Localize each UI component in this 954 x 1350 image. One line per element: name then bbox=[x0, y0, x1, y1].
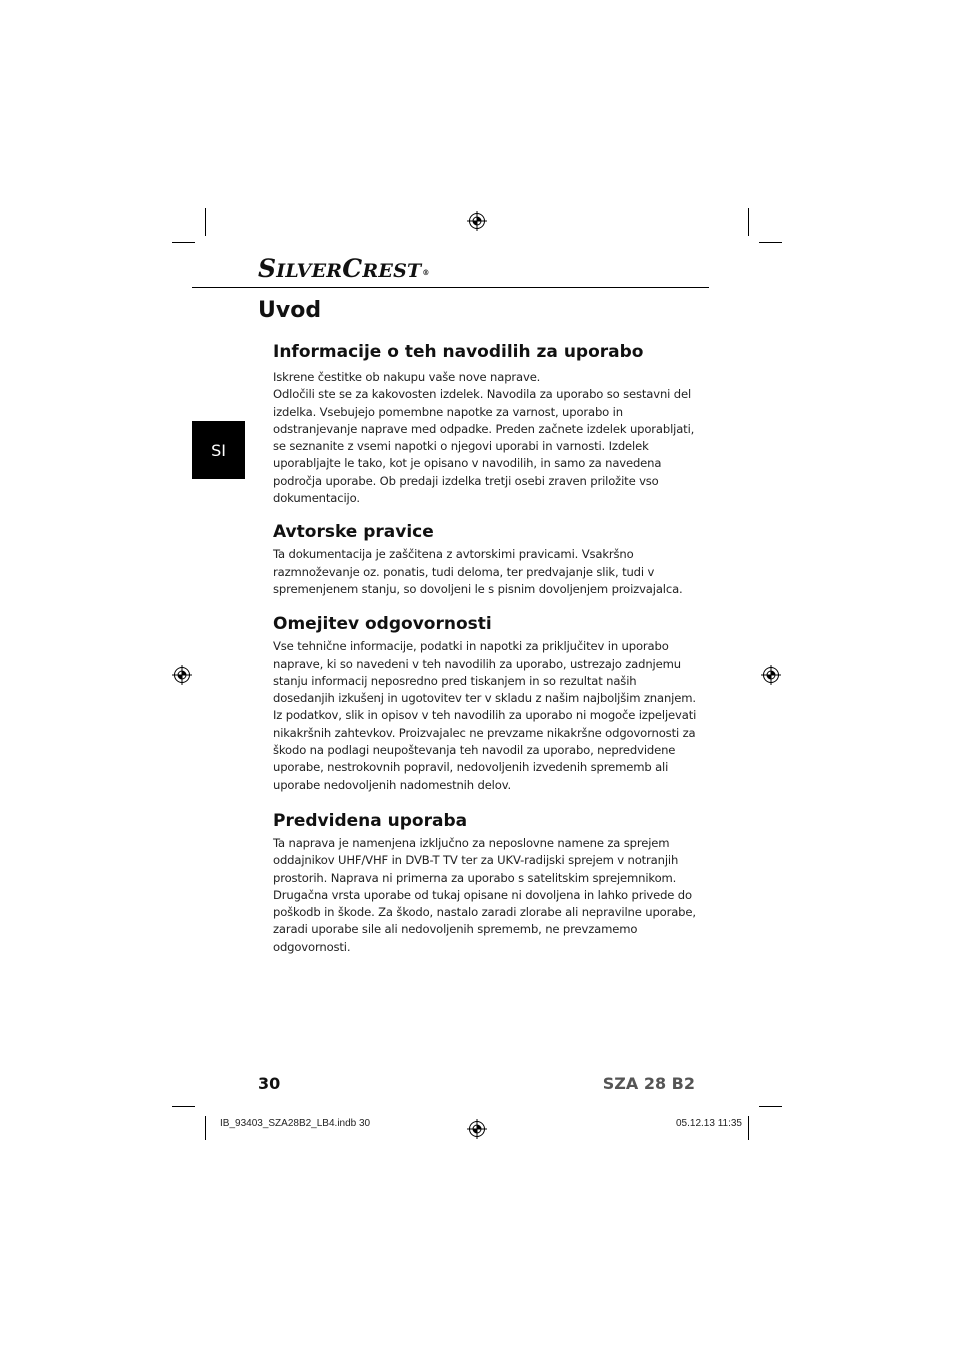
section-manual-info bbox=[273, 340, 698, 507]
crop-mark bbox=[759, 242, 782, 243]
section-heading: Informacije o teh navodilih za uporabo bbox=[273, 342, 644, 362]
paragraph: Iskrene čestitke ob nakupu vaše nove naprave. bbox=[273, 370, 541, 384]
crop-mark bbox=[172, 1106, 195, 1107]
paragraph: Ta naprava je namenjena izključno za neposlovne namene za sprejem oddajnikov UHF/VHF in DVB-T TV ter za UKV-radijski sprejem v notranjih prostorih. Naprava ni primerna za uporabo s satelitskim sprejemnikom. Drugačna vrsta uporabe od tukaj opisane ni dovoljena in lahko privede do poškodb in škode. Za škodo, nastalo zaradi zlorabe ali nepravilne uporabe, zaradi uporabe sile ali nedovoljenih sprememb, ne prevzamemo odgovornosti. bbox=[273, 835, 696, 954]
registration-mark-icon bbox=[467, 1119, 487, 1139]
registration-mark-icon bbox=[467, 211, 487, 231]
page-title: Uvod bbox=[258, 298, 322, 323]
crop-mark bbox=[759, 1106, 782, 1107]
paragraph: Odločili ste se za kakovosten izdelek. Navodila za uporabo so sestavni del izdelka. Vsebujejo pomembne napotke za varnost, uporabo in odstranjevanje naprave med odpadke. Preden začnete izdelek uporabljati, se seznanite z vsemi napotki o njegovi uporabi in varnosti. Izdelek uporabljajte le tako, kot je opisano v navodilih, in samo za navedena področja uporabe. Ob predaji izdelka tretji osebi zraven priložite vso dokumentacijo. bbox=[273, 387, 695, 506]
page-number: 30 bbox=[258, 1074, 281, 1093]
crop-mark bbox=[172, 242, 195, 243]
section-heading: Omejitev odgovornosti bbox=[273, 614, 492, 635]
section-copyright bbox=[273, 520, 698, 598]
brand-logo: SILVERCREST® bbox=[258, 254, 430, 283]
crop-mark bbox=[205, 1116, 206, 1140]
paragraph: Vse tehnične informacije, podatki in napotki za priključitev in uporabo naprave, ki so navedeni v teh navodilih za uporabo, ustrezajo zadnjemu stanju informacij neposredno pred tiskanjem in so rezultat naših dosedanjih izkušenj in ugotovitev ter v skladu z našim najboljšim znanjem. Iz podatkov, slik in opisov v teh navodilih za uporabo ni mogoče izpeljevati nikakršnih zahtevkov. Proizvajalec ne prevzame nikakršne odgovornosti za škodo na podlagi neupoštevanja teh navodil za uporabo, nepredvidene uporabe, nestrokovnih popravil, nedovoljenih izvedenih sprememb ali uporabe nedovoljenih nadomestnih delov. bbox=[273, 639, 697, 792]
crop-mark bbox=[748, 1116, 749, 1140]
main-content bbox=[273, 340, 698, 956]
header-rule bbox=[192, 287, 709, 288]
crop-mark bbox=[205, 208, 206, 236]
section-heading: Predvidena uporaba bbox=[273, 810, 468, 831]
registration-mark-icon bbox=[172, 665, 192, 685]
language-tab: SI bbox=[192, 421, 245, 479]
section-heading: Avtorske pravice bbox=[273, 522, 434, 543]
crop-mark bbox=[748, 208, 749, 236]
registration-mark-icon bbox=[761, 665, 781, 685]
model-number: SZA 28 B2 bbox=[602, 1074, 695, 1093]
print-slug-file: IB_93403_SZA28B2_LB4.indb 30 bbox=[220, 1118, 371, 1129]
print-slug-datetime: 05.12.13 11:35 bbox=[676, 1118, 742, 1129]
section-liability bbox=[273, 612, 698, 794]
paragraph: Ta dokumentacija je zaščitena z avtorskimi pravicami. Vsakršno razmnoževanje oz. ponatis, tudi deloma, ter predvajanje slik, tudi v spremenjenem stanju, so dovoljeni le s pisnim dovoljenjem proizvajalca. bbox=[273, 547, 683, 596]
section-intended-use bbox=[273, 809, 698, 956]
